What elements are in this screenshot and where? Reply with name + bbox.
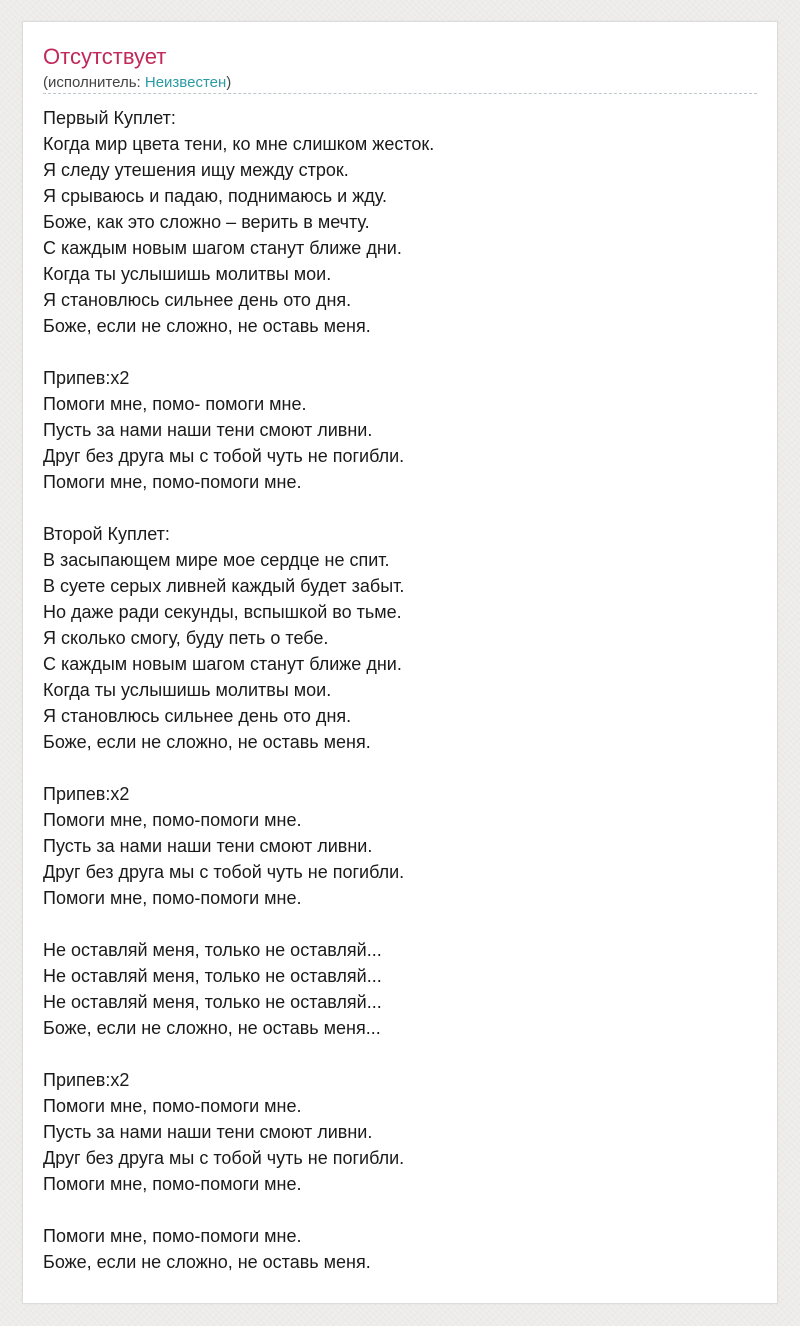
lyric-line: Помоги мне, помо- помоги мне.: [43, 394, 307, 414]
lyrics-text: [43, 105, 757, 1275]
lyric-line: Припев:x2: [43, 784, 130, 804]
artist-link[interactable]: Неизвестен: [144, 74, 227, 91]
lyric-line: Я становлюсь сильнее день ото дня.: [43, 290, 352, 310]
lyric-line: Боже, если не сложно, не оставь меня.: [43, 316, 371, 336]
lyric-line: Друг без друга мы с тобой чуть не погибли.: [43, 1148, 405, 1168]
lyric-line: Я следу утешения ищу между строк.: [43, 160, 349, 180]
lyric-line: Помоги мне, помо-помоги мне.: [43, 1174, 302, 1194]
song-title: Отсутствует: [43, 44, 167, 69]
divider: [43, 93, 757, 94]
lyric-line: Помоги мне, помо-помоги мне.: [43, 1226, 302, 1246]
lyric-line: Помоги мне, помо-помоги мне.: [43, 1096, 302, 1116]
lyric-line: Второй Куплет:: [43, 524, 170, 544]
lyric-line: Не оставляй меня, только не оставляй...: [43, 966, 382, 986]
lyric-line: Припев:x2: [43, 368, 130, 388]
lyric-line: Пусть за нами наши тени смоют ливни.: [43, 1122, 373, 1142]
lyric-line: Боже, как это сложно – верить в мечту.: [43, 212, 370, 232]
lyric-line: Не оставляй меня, только не оставляй...: [43, 940, 382, 960]
lyric-line: Когда ты услышишь молитвы мои.: [43, 264, 332, 284]
stanza-gap: [43, 1041, 757, 1067]
lyric-line: Я сколько смогу, буду петь о тебе.: [43, 628, 329, 648]
lyric-line: В суете серых ливней каждый будет забыт.: [43, 576, 405, 596]
lyric-line: С каждым новым шагом станут ближе дни.: [43, 654, 402, 674]
lyric-line: Пусть за нами наши тени смоют ливни.: [43, 420, 373, 440]
artist-line: [43, 73, 231, 93]
lyric-line: Когда мир цвета тени, ко мне слишком жесток.: [43, 134, 435, 154]
stanza-gap: [43, 339, 757, 365]
lyric-line: Я становлюсь сильнее день ото дня.: [43, 706, 352, 726]
lyric-line: Не оставляй меня, только не оставляй...: [43, 992, 382, 1012]
lyric-line: С каждым новым шагом станут ближе дни.: [43, 238, 402, 258]
lyric-line: Я срываюсь и падаю, поднимаюсь и жду.: [43, 186, 387, 206]
lyric-line: Друг без друга мы с тобой чуть не погибли.: [43, 446, 405, 466]
stanza-gap: [43, 1197, 757, 1223]
lyric-line: Первый Куплет:: [43, 108, 176, 128]
lyric-line: Когда ты услышишь молитвы мои.: [43, 680, 332, 700]
lyric-line: Припев:x2: [43, 1070, 130, 1090]
stanza-gap: [43, 911, 757, 937]
lyric-line: Но даже ради секунды, вспышкой во тьме.: [43, 602, 402, 622]
lyrics-card: [22, 21, 778, 1304]
lyric-line: Боже, если не сложно, не оставь меня.: [43, 732, 371, 752]
lyric-line: Помоги мне, помо-помоги мне.: [43, 810, 302, 830]
lyric-line: Пусть за нами наши тени смоют ливни.: [43, 836, 373, 856]
stanza-gap: [43, 755, 757, 781]
lyric-line: В засыпающем мире мое сердце не спит.: [43, 550, 390, 570]
artist-prefix: (исполнитель:: [43, 74, 145, 91]
lyric-line: Боже, если не сложно, не оставь меня.: [43, 1252, 371, 1272]
stanza-gap: [43, 495, 757, 521]
lyric-line: Помоги мне, помо-помоги мне.: [43, 888, 302, 908]
artist-suffix: ): [226, 74, 232, 91]
lyric-line: Помоги мне, помо-помоги мне.: [43, 472, 302, 492]
lyric-line: Боже, если не сложно, не оставь меня...: [43, 1018, 381, 1038]
lyric-line: Друг без друга мы с тобой чуть не погибли.: [43, 862, 405, 882]
